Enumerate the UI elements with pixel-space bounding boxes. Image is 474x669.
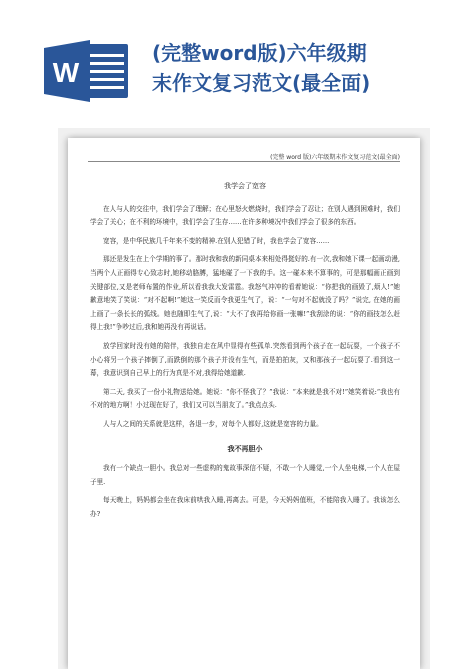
logo-letter: W [52,57,80,88]
document-body [90,180,400,526]
header-divider [88,161,400,162]
paragraph: 我有一个缺点一胆小。我总对一些虚构的鬼故事深信不疑，不敢一个人睡觉,一个人坐电梯,一个人在屋子里. [90,464,400,486]
paragraph: 宽容，是中华民族几千年来不变的精神.在别人犯错了时，我也学会了宽容…… [103,236,330,245]
paragraph: 每天晚上，妈妈都会坐在我床前哄我入睡,再离去。可是，今天妈妈值班，不能陪我入睡了。我该怎么办? [90,496,400,518]
document-page [68,138,420,669]
essay-title-1: 我学会了宽容 [224,182,266,190]
paragraph: 第二天, 我买了一份小礼物送给她。她说：“你不怪我了？”我说：“本来就是我不对!”她笑着说:“我也有不对的地方啊！小过现在好了，我们又可以当朋友了。”我点点头. [90,387,400,410]
banner-title [152,38,452,98]
running-header: (完整 word 版)六年级期末作文复习范文(最全面) [270,154,400,161]
banner [0,0,474,118]
banner-title-line-2: 末作文复习范文(最全面) [152,71,371,95]
paragraph: 人与人之间的关系就是这样，各退一步，对每个人都好,这就是宽容的力量。 [103,419,323,428]
paragraph: 在人与人的交往中，我们学会了理解；在心里怒火燃烧时，我们学会了忍让；在别人遇到困难时，我们学会了关心；在不利的环境中，我们学会了生存……在许多种境况中我们学会了很多的东西。 [90,204,400,227]
banner-title-line-1: (完整word版)六年级期 [152,41,367,65]
essay-title-2: 我不再胆小 [227,444,263,453]
paragraph: 那还是发生在上个学期的事了。那时我和我的新同桌本来相处得挺好的.有一次,我和她下课一起画动漫,当两个人正画得专心致志时,她移动胳膊，猛地碰了一下我的手。这一碰本来不算事的，可是那幅画正画到关键部位,又是老师布置的作业,所以看我我大发雷霆。我怒气冲冲的看着她说：“你把我的画毁了,烦人!”她歉意地笑了笑说：“对不起啊!”她这一笑反而令我更生气了，说：“一句对不起就没了吗？”说完, 在她的画上画了一条长长的弧线。她也随即生气了,说：“大不了我再给你画一张嘛!”我刮涂的说：“你的画技怎么赶得上我!”争吵过后,我和她再没有再说话。 [90,255,400,332]
word-logo-icon [44,40,130,102]
paragraph: 放学回家时没有她的陪伴，我独自走在风中显得有些孤单.突然看到两个孩子在一起玩耍，一个孩子不小心将另一个孩子摔倒了,而跌倒的那个孩子并没有生气，而是拍拍灰，又和那孩子一起玩耍了.看到这一幕，我意识到自己早上的行为真是不对,我得给她道歉. [90,341,400,378]
